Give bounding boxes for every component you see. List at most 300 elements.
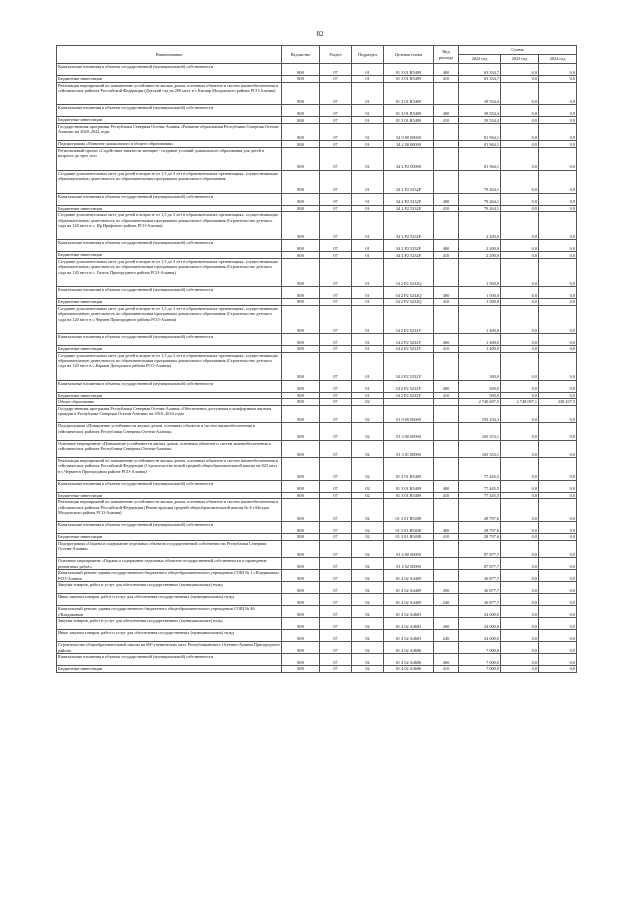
cell-2022: 87 877,7 bbox=[459, 540, 501, 557]
cell-2022: 79 264,1 bbox=[459, 193, 501, 205]
cell-dept: 808 bbox=[282, 440, 320, 457]
cell-target: 34 2 P2 5232F bbox=[384, 170, 434, 193]
cell-target: 01 4 02 A4686 bbox=[384, 642, 434, 654]
cell-subsection: 01 bbox=[352, 205, 384, 212]
cell-2022: 7 000,0 bbox=[459, 666, 501, 673]
cell-target: 34 2 P2 5232V bbox=[384, 333, 434, 345]
cell-2024: 0,0 bbox=[539, 170, 577, 193]
table-row bbox=[57, 558, 577, 570]
table-row bbox=[57, 212, 577, 240]
cell-subsection: 01 bbox=[352, 193, 384, 205]
cell-exp-type: 400 bbox=[434, 193, 459, 205]
cell-2023: 2 748 097,1 bbox=[501, 399, 539, 406]
cell-2023: 0,0 bbox=[501, 606, 539, 618]
cell-2023: 0,0 bbox=[501, 618, 539, 630]
cell-exp-type bbox=[434, 499, 459, 522]
cell-2023: 0,0 bbox=[501, 205, 539, 212]
cell-dept: 808 bbox=[282, 654, 320, 666]
cell-2024: 0,0 bbox=[539, 630, 577, 642]
cell-target: 01 4 02 A4686 bbox=[384, 654, 434, 666]
cell-2022: 2 200,0 bbox=[459, 252, 501, 259]
col-2022: 2022 год bbox=[459, 55, 501, 64]
table-row bbox=[57, 540, 577, 557]
budget-table bbox=[56, 45, 577, 673]
cell-dept: 808 bbox=[282, 630, 320, 642]
cell-name: Бюджетные инвестиции bbox=[57, 492, 282, 499]
cell-2024: 0,0 bbox=[539, 654, 577, 666]
cell-name: Капитальные вложения в объекты государственной (муниципальной) собственности bbox=[57, 105, 282, 117]
cell-exp-type: 240 bbox=[434, 630, 459, 642]
cell-2024: 0,0 bbox=[539, 212, 577, 240]
cell-dept: 808 bbox=[282, 666, 320, 673]
cell-target: 01 3 00 00000 bbox=[384, 423, 434, 440]
cell-2024: 0,0 bbox=[539, 558, 577, 570]
cell-2022: 39 554,4 bbox=[459, 117, 501, 124]
cell-name: Бюджетные инвестиции bbox=[57, 299, 282, 306]
cell-name: Создание дополнительных мест для детей в возрасте от 1,5 до 3 лет в образовательных организациях, осуществляющих образовательную деятельность по образовательным программам дошкольного образования (Строительство детского сада на 120 мест в с. Гизель Пригородного района РСО-Алания) bbox=[57, 258, 282, 286]
cell-subsection: 01 bbox=[352, 299, 384, 306]
cell-dept: 808 bbox=[282, 258, 320, 286]
cell-target: 34 2 00 00000 bbox=[384, 141, 434, 148]
cell-2023: 0,0 bbox=[501, 345, 539, 352]
cell-exp-type: 410 bbox=[434, 492, 459, 499]
cell-target bbox=[384, 399, 434, 406]
cell-section: 07 bbox=[320, 405, 352, 422]
cell-2022: 77 445,5 bbox=[459, 480, 501, 492]
cell-2024: 0,0 bbox=[539, 82, 577, 105]
cell-target: 01 4 02 A4686 bbox=[384, 666, 434, 673]
cell-exp-type bbox=[434, 606, 459, 618]
cell-2024: 0,0 bbox=[539, 252, 577, 259]
cell-subsection: 02 bbox=[352, 458, 384, 481]
cell-2024: 0,0 bbox=[539, 123, 577, 140]
table-row bbox=[57, 333, 577, 345]
cell-target: 34 2 P2 5232Y bbox=[384, 392, 434, 399]
cell-dept: 808 bbox=[282, 458, 320, 481]
cell-target: 34 2 P2 5232V bbox=[384, 345, 434, 352]
cell-2023: 0,0 bbox=[501, 105, 539, 117]
cell-2023: 0,0 bbox=[501, 82, 539, 105]
cell-2023: 0,0 bbox=[501, 141, 539, 148]
cell-subsection: 02 bbox=[352, 534, 384, 541]
cell-2024: 0,0 bbox=[539, 392, 577, 399]
cell-2023: 0,0 bbox=[501, 333, 539, 345]
cell-target: 34 2 P2 5232F bbox=[384, 205, 434, 212]
cell-dept: 808 bbox=[282, 205, 320, 212]
cell-2022: 165 353,1 bbox=[459, 423, 501, 440]
cell-2024: 0,0 bbox=[539, 458, 577, 481]
cell-target: 01 3 01 R5409 bbox=[384, 82, 434, 105]
cell-name: Капитальный ремонт здания государственного бюджетного общеобразовательного учреждения СОШ № 1 г.Владикавказ РСО-Алания bbox=[57, 570, 282, 582]
cell-exp-type bbox=[434, 212, 459, 240]
cell-exp-type bbox=[434, 141, 459, 148]
cell-2023: 0,0 bbox=[501, 193, 539, 205]
cell-section: 07 bbox=[320, 82, 352, 105]
cell-2024: 0,0 bbox=[539, 642, 577, 654]
cell-target: 01 4 02 A4683 bbox=[384, 606, 434, 618]
cell-2023: 0,0 bbox=[501, 352, 539, 380]
cell-dept: 808 bbox=[282, 64, 320, 76]
cell-exp-type bbox=[434, 82, 459, 105]
cell-2024: 0,0 bbox=[539, 380, 577, 392]
cell-section: 07 bbox=[320, 333, 352, 345]
cell-section: 07 bbox=[320, 606, 352, 618]
cell-2022: 24 000,0 bbox=[459, 618, 501, 630]
table-row bbox=[57, 240, 577, 252]
col-section: Раздел bbox=[320, 46, 352, 64]
table-row bbox=[57, 666, 577, 673]
cell-2022: 7 000,0 bbox=[459, 654, 501, 666]
cell-2024: 0,0 bbox=[539, 534, 577, 541]
cell-target: 34 2 P2 5232Q bbox=[384, 258, 434, 286]
cell-exp-type bbox=[434, 440, 459, 457]
cell-name: Закупка товаров, работ и услуг для обеспечения государственных (муниципальных) нужд bbox=[57, 618, 282, 630]
cell-dept: 808 bbox=[282, 582, 320, 594]
cell-name: Региональный проект «Содействие занятости женщин - создание условий дошкольного образования для детей в возрасте до трех лет» bbox=[57, 147, 282, 170]
table-row bbox=[57, 480, 577, 492]
cell-target: 34 2 P2 5232F bbox=[384, 193, 434, 205]
cell-2023: 0,0 bbox=[501, 423, 539, 440]
cell-dept: 808 bbox=[282, 499, 320, 522]
cell-name: Капитальные вложения в объекты государственной (муниципальной) собственности bbox=[57, 654, 282, 666]
cell-2024: 0,0 bbox=[539, 582, 577, 594]
cell-exp-type bbox=[434, 258, 459, 286]
cell-section: 07 bbox=[320, 594, 352, 606]
cell-target: 34 2 P2 5232V bbox=[384, 305, 434, 333]
cell-2022: 2 200,0 bbox=[459, 212, 501, 240]
cell-name: Основное мероприятие «Охрана и содержание отдельных объектов государственной собственности и проведение ремонтных работ» bbox=[57, 558, 282, 570]
table-row bbox=[57, 594, 577, 606]
cell-2022: 77 445,5 bbox=[459, 492, 501, 499]
cell-2023: 0,0 bbox=[501, 666, 539, 673]
cell-2024: 0,0 bbox=[539, 345, 577, 352]
cell-2023: 0,0 bbox=[501, 117, 539, 124]
cell-2022: 63 334,7 bbox=[459, 64, 501, 76]
cell-2023: 0,0 bbox=[501, 534, 539, 541]
cell-subsection: 02 bbox=[352, 606, 384, 618]
cell-2023: 0,0 bbox=[501, 558, 539, 570]
cell-dept: 808 bbox=[282, 170, 320, 193]
cell-2024: 0,0 bbox=[539, 352, 577, 380]
cell-target: 01 3 01 R540E bbox=[384, 534, 434, 541]
cell-exp-type: 400 bbox=[434, 333, 459, 345]
table-row bbox=[57, 170, 577, 193]
cell-subsection: 02 bbox=[352, 405, 384, 422]
cell-subsection: 02 bbox=[352, 399, 384, 406]
cell-dept: 808 bbox=[282, 193, 320, 205]
cell-section: 07 bbox=[320, 458, 352, 481]
cell-target: 01 4 02 A4469 bbox=[384, 582, 434, 594]
cell-2023: 0,0 bbox=[501, 540, 539, 557]
cell-exp-type bbox=[434, 147, 459, 170]
cell-2023: 0,0 bbox=[501, 123, 539, 140]
cell-section: 07 bbox=[320, 147, 352, 170]
cell-dept: 808 bbox=[282, 642, 320, 654]
table-row bbox=[57, 654, 577, 666]
cell-target: 01 3 01 R5409 bbox=[384, 458, 434, 481]
cell-name: Капитальный ремонт здания государственного бюджетного общеобразовательного учреждения СОШ № 46 г.Владикавказ bbox=[57, 606, 282, 618]
cell-name: Капитальные вложения в объекты государственной (муниципальной) собственности bbox=[57, 287, 282, 299]
cell-2023: 0,0 bbox=[501, 64, 539, 76]
cell-exp-type bbox=[434, 352, 459, 380]
cell-section: 07 bbox=[320, 141, 352, 148]
cell-section: 07 bbox=[320, 480, 352, 492]
cell-subsection: 02 bbox=[352, 642, 384, 654]
cell-2022: 2 740 697,5 bbox=[459, 399, 501, 406]
cell-2022: 1 500,0 bbox=[459, 258, 501, 286]
cell-name: Бюджетные инвестиции bbox=[57, 117, 282, 124]
cell-dept: 808 bbox=[282, 606, 320, 618]
cell-2024: 238 437,5 bbox=[539, 399, 577, 406]
table-row bbox=[57, 352, 577, 380]
cell-subsection: 02 bbox=[352, 582, 384, 594]
cell-2023: 0,0 bbox=[501, 594, 539, 606]
cell-2024: 0,0 bbox=[539, 287, 577, 299]
page-number: 82 bbox=[316, 30, 324, 38]
cell-2022: 36 877,7 bbox=[459, 594, 501, 606]
cell-exp-type: 410 bbox=[434, 252, 459, 259]
cell-subsection: 01 bbox=[352, 258, 384, 286]
cell-name: Капитальные вложения в объекты государственной (муниципальной) собственности bbox=[57, 240, 282, 252]
cell-target: 01 3 01 00000 bbox=[384, 440, 434, 457]
cell-subsection: 01 bbox=[352, 352, 384, 380]
table-row bbox=[57, 141, 577, 148]
table-row bbox=[57, 405, 577, 422]
cell-section: 07 bbox=[320, 499, 352, 522]
cell-2022: 2 200,0 bbox=[459, 240, 501, 252]
cell-name: Подпрограмма «Охрана и содержание отдельных объектов государственной собственности Республики Северная Осетия-Алания» bbox=[57, 540, 282, 557]
cell-section: 07 bbox=[320, 642, 352, 654]
cell-exp-type: 400 bbox=[434, 64, 459, 76]
cell-2023: 0,0 bbox=[501, 405, 539, 422]
col-exp-type: Вид расхода bbox=[434, 46, 459, 64]
cell-2022: 77 445,5 bbox=[459, 458, 501, 481]
cell-2023: 0,0 bbox=[501, 499, 539, 522]
cell-section: 07 bbox=[320, 522, 352, 534]
col-sum: Сумма bbox=[459, 46, 577, 55]
cell-2024: 0,0 bbox=[539, 76, 577, 83]
cell-name: Бюджетные инвестиции bbox=[57, 345, 282, 352]
cell-2024: 0,0 bbox=[539, 423, 577, 440]
table-row bbox=[57, 117, 577, 124]
cell-section: 07 bbox=[320, 440, 352, 457]
table-row bbox=[57, 299, 577, 306]
cell-subsection: 01 bbox=[352, 240, 384, 252]
cell-2022: 87 877,7 bbox=[459, 558, 501, 570]
cell-2023: 0,0 bbox=[501, 212, 539, 240]
cell-target: 34 2 P2 5232Q bbox=[384, 287, 434, 299]
cell-target: 34 2 P2 5232Y bbox=[384, 352, 434, 380]
cell-2022: 165 353,1 bbox=[459, 440, 501, 457]
cell-2022: 39 554,4 bbox=[459, 105, 501, 117]
cell-2023: 0,0 bbox=[501, 380, 539, 392]
cell-section: 07 bbox=[320, 170, 352, 193]
cell-section: 07 bbox=[320, 76, 352, 83]
cell-target: 01 4 02 A4469 bbox=[384, 594, 434, 606]
cell-2022: 79 264,1 bbox=[459, 170, 501, 193]
cell-exp-type bbox=[434, 540, 459, 557]
cell-exp-type: 410 bbox=[434, 666, 459, 673]
cell-exp-type: 400 bbox=[434, 654, 459, 666]
cell-exp-type bbox=[434, 123, 459, 140]
cell-2024: 0,0 bbox=[539, 606, 577, 618]
cell-2022: 81 964,1 bbox=[459, 141, 501, 148]
cell-2022: 1 400,0 bbox=[459, 333, 501, 345]
cell-2024: 0,0 bbox=[539, 258, 577, 286]
cell-2024: 0,0 bbox=[539, 193, 577, 205]
cell-subsection: 01 bbox=[352, 82, 384, 105]
table-row bbox=[57, 499, 577, 522]
col-name: Наименование bbox=[57, 46, 282, 64]
cell-section: 07 bbox=[320, 666, 352, 673]
cell-2022: 81 964,1 bbox=[459, 123, 501, 140]
cell-target: 01 3 01 R5409 bbox=[384, 105, 434, 117]
cell-target: 01 3 01 R5409 bbox=[384, 64, 434, 76]
cell-2023: 0,0 bbox=[501, 299, 539, 306]
cell-2023: 0,0 bbox=[501, 252, 539, 259]
table-row bbox=[57, 82, 577, 105]
cell-name: Создание дополнительных мест для детей в возрасте от 1,5 до 3 лет в образовательных организациях, осуществляющих образовательную деятельность по образовательным программам дошкольного образования (Строительство детского сада на 120 мест в с.Карман Дигорского района РСО-Алания) bbox=[57, 352, 282, 380]
cell-dept: 808 bbox=[282, 352, 320, 380]
cell-2023: 0,0 bbox=[501, 76, 539, 83]
cell-name: Подпрограмма «Повышение устойчивости жилых домов, основных объектов и систем жизнеобеспечения в сейсмических районах Республики Северная Осетия-Алания» bbox=[57, 423, 282, 440]
cell-exp-type: 400 bbox=[434, 522, 459, 534]
cell-name: Создание дополнительных мест для детей в возрасте от 1,5 до 3 лет в образовательных организациях, осуществляющих образовательную деятельность по образовательным программам дошкольного образования (Строительство детского сада на 120 мест в с.Чермен Пригородного района РСО-Алания) bbox=[57, 305, 282, 333]
cell-2024: 0,0 bbox=[539, 666, 577, 673]
cell-section: 07 bbox=[320, 117, 352, 124]
cell-2022: 36 877,7 bbox=[459, 582, 501, 594]
cell-subsection: 01 bbox=[352, 392, 384, 399]
cell-2024: 0,0 bbox=[539, 240, 577, 252]
cell-dept: 808 bbox=[282, 492, 320, 499]
cell-target: 01 4 02 A4683 bbox=[384, 630, 434, 642]
cell-2023: 0,0 bbox=[501, 240, 539, 252]
cell-section: 07 bbox=[320, 630, 352, 642]
cell-name: Капитальные вложения в объекты государственной (муниципальной) собственности bbox=[57, 193, 282, 205]
table-row bbox=[57, 399, 577, 406]
cell-subsection: 01 bbox=[352, 170, 384, 193]
cell-2024: 0,0 bbox=[539, 480, 577, 492]
cell-2023: 0,0 bbox=[501, 440, 539, 457]
cell-section: 07 bbox=[320, 64, 352, 76]
cell-2024: 0,0 bbox=[539, 117, 577, 124]
cell-target: 01 3 01 R5409 bbox=[384, 492, 434, 499]
cell-dept: 808 bbox=[282, 252, 320, 259]
cell-target: 34 2 P2 5232F bbox=[384, 252, 434, 259]
cell-name: Бюджетные инвестиции bbox=[57, 392, 282, 399]
cell-2024: 0,0 bbox=[539, 492, 577, 499]
cell-subsection: 01 bbox=[352, 117, 384, 124]
cell-subsection: 01 bbox=[352, 287, 384, 299]
cell-2023: 0,0 bbox=[501, 654, 539, 666]
cell-target: 01 3 01 R5409 bbox=[384, 76, 434, 83]
cell-target: 34 2 P2 5232Q bbox=[384, 299, 434, 306]
cell-name: Капитальные вложения в объекты государственной (муниципальной) собственности bbox=[57, 522, 282, 534]
cell-dept: 808 bbox=[282, 287, 320, 299]
table-row bbox=[57, 618, 577, 630]
cell-2022: 63 334,7 bbox=[459, 76, 501, 83]
cell-section: 07 bbox=[320, 380, 352, 392]
cell-name: Реализация мероприятий по повышению устойчивости жилых домов, основных объектов и систем жизнеобеспечения в сейсмических районах Российской Федерации (Детский сад на 280 мест в с.Кизляр Моздокского района РСО-Алания) bbox=[57, 82, 282, 105]
cell-target: 01 0 00 00000 bbox=[384, 405, 434, 422]
cell-dept: 808 bbox=[282, 534, 320, 541]
cell-2023: 0,0 bbox=[501, 258, 539, 286]
cell-subsection: 02 bbox=[352, 423, 384, 440]
cell-exp-type bbox=[434, 570, 459, 582]
cell-exp-type: 400 bbox=[434, 240, 459, 252]
cell-name: Государственная программа Республики Северная Осетия-Алания «Обеспечение доступным и комфортным жильем граждан в Республике Северная Осетия-Алания» на 2016–2024 годы bbox=[57, 405, 282, 422]
cell-name: Иные закупки товаров, работ и услуг для обеспечения государственных (муниципальных) нужд bbox=[57, 594, 282, 606]
table-row bbox=[57, 345, 577, 352]
table-row bbox=[57, 534, 577, 541]
cell-section: 07 bbox=[320, 252, 352, 259]
cell-subsection: 02 bbox=[352, 499, 384, 522]
cell-exp-type bbox=[434, 405, 459, 422]
cell-name: Бюджетные инвестиции bbox=[57, 534, 282, 541]
cell-dept: 808 bbox=[282, 141, 320, 148]
cell-exp-type: 400 bbox=[434, 105, 459, 117]
cell-exp-type: 400 bbox=[434, 380, 459, 392]
cell-subsection: 01 bbox=[352, 105, 384, 117]
table-row bbox=[57, 440, 577, 457]
cell-exp-type bbox=[434, 458, 459, 481]
table-row bbox=[57, 76, 577, 83]
cell-section: 07 bbox=[320, 345, 352, 352]
col-dept: Ведомство bbox=[282, 46, 320, 64]
cell-section: 07 bbox=[320, 582, 352, 594]
table-header bbox=[57, 46, 577, 64]
cell-2022: 300,0 bbox=[459, 380, 501, 392]
cell-dept: 808 bbox=[282, 405, 320, 422]
table-row bbox=[57, 492, 577, 499]
cell-subsection: 01 bbox=[352, 333, 384, 345]
col-target: Целевая статья bbox=[384, 46, 434, 64]
cell-exp-type: 410 bbox=[434, 76, 459, 83]
cell-target: 34 2 P2 5232F bbox=[384, 212, 434, 240]
cell-exp-type bbox=[434, 642, 459, 654]
cell-section: 07 bbox=[320, 205, 352, 212]
cell-section: 07 bbox=[320, 287, 352, 299]
cell-dept: 808 bbox=[282, 105, 320, 117]
cell-section: 07 bbox=[320, 570, 352, 582]
cell-2023: 0,0 bbox=[501, 392, 539, 399]
cell-2022: 1 400,0 bbox=[459, 345, 501, 352]
cell-section: 07 bbox=[320, 193, 352, 205]
cell-subsection: 02 bbox=[352, 630, 384, 642]
cell-target: 01 4 02 A4683 bbox=[384, 618, 434, 630]
cell-section: 07 bbox=[320, 618, 352, 630]
cell-dept: 808 bbox=[282, 570, 320, 582]
cell-2024: 0,0 bbox=[539, 522, 577, 534]
cell-target: 34 0 00 00000 bbox=[384, 123, 434, 140]
cell-subsection: 02 bbox=[352, 654, 384, 666]
cell-2024: 0,0 bbox=[539, 64, 577, 76]
cell-2022: 36 877,7 bbox=[459, 570, 501, 582]
cell-2023: 0,0 bbox=[501, 147, 539, 170]
cell-subsection: 02 bbox=[352, 558, 384, 570]
cell-target: 34 2 P2 5232F bbox=[384, 240, 434, 252]
cell-target: 34 2 P2 00000 bbox=[384, 147, 434, 170]
cell-2022: 28 797,6 bbox=[459, 499, 501, 522]
cell-name: Бюджетные инвестиции bbox=[57, 666, 282, 673]
table-row bbox=[57, 105, 577, 117]
cell-exp-type bbox=[434, 423, 459, 440]
cell-exp-type bbox=[434, 558, 459, 570]
cell-2024: 0,0 bbox=[539, 305, 577, 333]
cell-target: 01 3 01 R5409 bbox=[384, 480, 434, 492]
cell-exp-type: 410 bbox=[434, 345, 459, 352]
table-row bbox=[57, 392, 577, 399]
